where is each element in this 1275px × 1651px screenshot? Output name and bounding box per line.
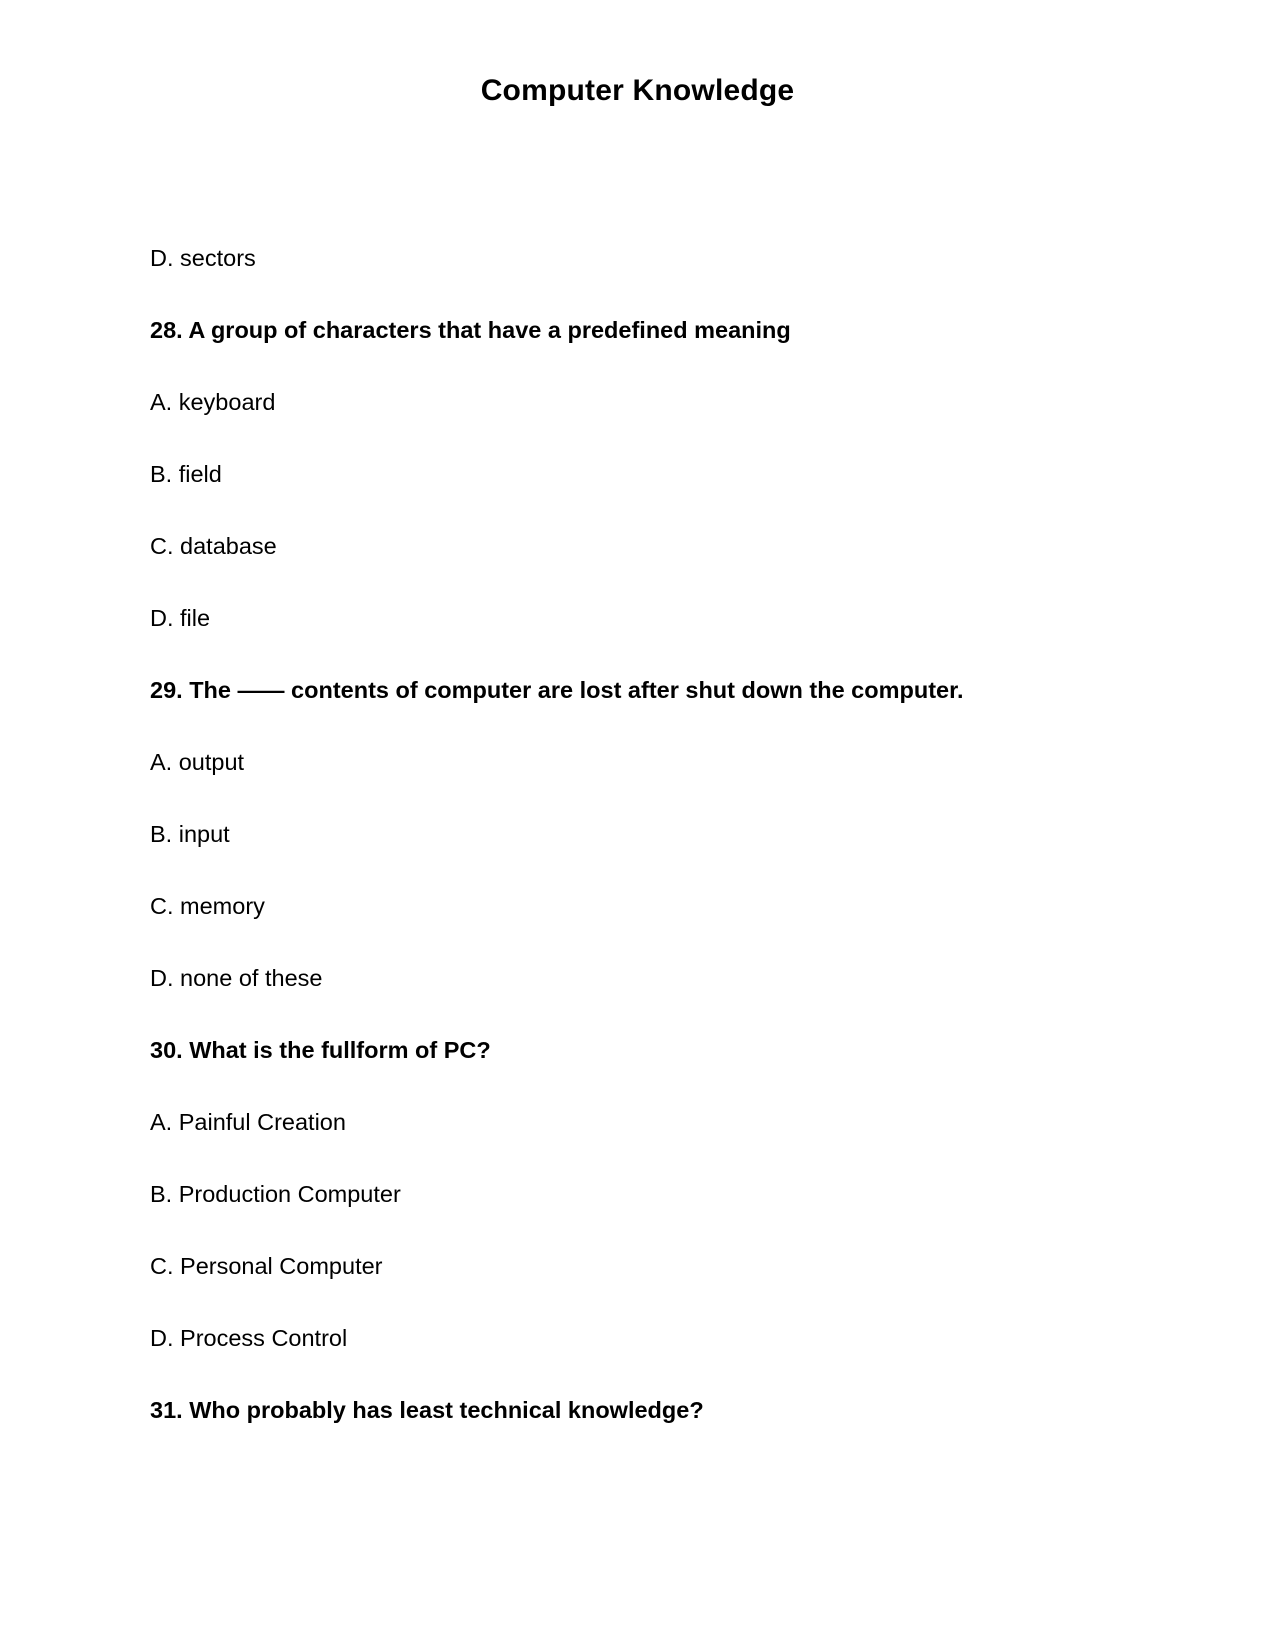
question-30: 30. What is the fullform of PC? [150, 1037, 491, 1063]
question-31: 31. Who probably has least technical knowledge? [150, 1397, 704, 1423]
question-29: 29. The —— contents of computer are lost after shut down the computer. [150, 677, 964, 703]
option-d-sectors: D. sectors [150, 245, 256, 271]
option-b-production-computer: B. Production Computer [150, 1181, 401, 1207]
option-d-file: D. file [150, 605, 211, 631]
option-a-painful-creation: A. Painful Creation [150, 1109, 346, 1135]
option-c-memory: C. memory [150, 893, 265, 919]
option-a-output: A. output [150, 749, 245, 775]
option-b-input: B. input [150, 821, 230, 847]
question-28: 28. A group of characters that have a predefined meaning [150, 317, 791, 343]
option-d-process-control: D. Process Control [150, 1325, 348, 1351]
question-list [150, 244, 963, 1468]
page-title: Computer Knowledge [480, 74, 795, 107]
option-a-keyboard: A. keyboard [150, 389, 276, 415]
option-c-personal-computer: C. Personal Computer [150, 1253, 383, 1279]
option-b-field: B. field [150, 461, 222, 487]
option-d-none-of-these: D. none of these [150, 965, 323, 991]
option-c-database: C. database [150, 533, 277, 559]
